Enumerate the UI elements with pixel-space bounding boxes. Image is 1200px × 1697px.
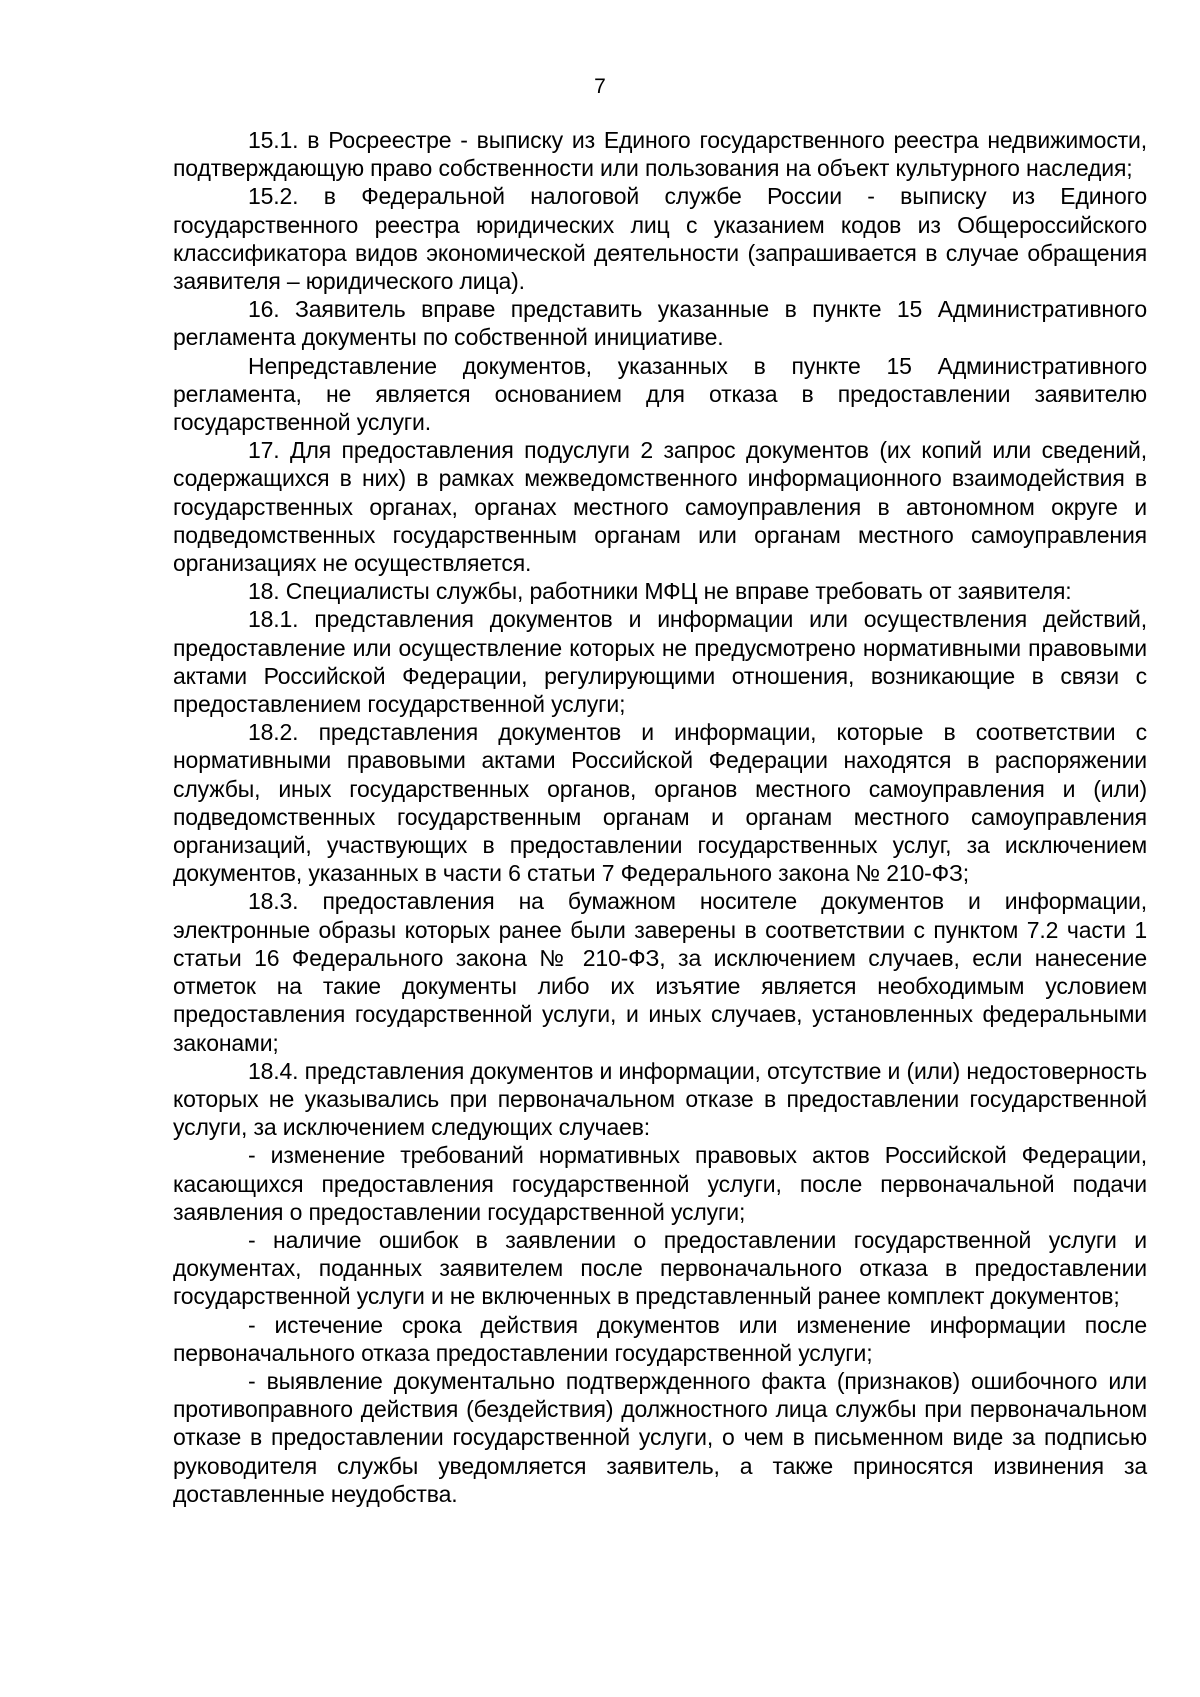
document-body [173, 126, 1147, 1508]
list-item-requirements-change: - изменение требований нормативных правовых актов Российской Федерации, касающихся предоставления государственной услуги, после первоначальной подачи заявления о предоставлении государственной услуги; [173, 1142, 1147, 1225]
paragraph-18-3: 18.3. предоставления на бумажном носителе документов и информации, электронные образы которых ранее были заверены в соответствии с пунктом 7.2 части 1 статьи 16 Федерального закона № 210-ФЗ, за исключением случаев, если нанесение отметок на такие документы либо их изъятие является необходимым условием предоставления государственной услуги, и иных случаев, установленных федеральными законами; [173, 888, 1147, 1056]
paragraph-17: 17. Для предоставления подуслуги 2 запрос документов (их копий или сведений, содержащихся в них) в рамках межведомственного информационного взаимодействия в государственных органах, органах местного самоуправления в автономном округе и подведомственных государственным органам или органам местного самоуправления организациях не осуществляется. [173, 437, 1147, 577]
list-item-official-error: - выявление документально подтвержденного факта (признаков) ошибочного или противоправного действия (бездействия) должностного лица службы при первоначальном отказе в предоставлении государственной услуги, о чем в письменном виде за подписью руководителя службы уведомляется заявитель, а также приносятся извинения за доставленные неудобства. [173, 1367, 1147, 1507]
paragraph-16: 16. Заявитель вправе представить указанные в пункте 15 Административного регламента документы по собственной инициативе. [173, 296, 1147, 351]
paragraph-16-note: Непредставление документов, указанных в пункте 15 Административного регламента, не является основанием для отказа в предоставлении заявителю государственной услуги. [173, 352, 1147, 436]
paragraph-18: 18. Специалисты службы, работники МФЦ не вправе требовать от заявителя: [248, 578, 1072, 605]
paragraph-18-2: 18.2. представления документов и информации, которые в соответствии с нормативными правовыми актами Российской Федерации находятся в распоряжении службы, иных государственных органов, органов местного самоуправления и (или) подведомственных государственным органам и органам местного самоуправления организаций, участвующих в предоставлении государственных услуг, за исключением документов, указанных в части 6 статьи 7 Федерального закона № 210-ФЗ; [173, 719, 1147, 887]
list-item-errors-in-application: - наличие ошибок в заявлении о предоставлении государственной услуги и документах, поданных заявителем после первоначального отказа в предоставлении государственной услуги и не включенных в представленный ранее комплект документов; [173, 1226, 1147, 1310]
paragraph-15-1: 15.1. в Росреестре - выписку из Единого государственного реестра недвижимости, подтверждающую право собственности или пользования на объект культурного наследия; [173, 127, 1147, 182]
paragraph-18-4: 18.4. представления документов и информации, отсутствие и (или) недостоверность которых не указывались при первоначальном отказе в предоставлении государственной услуги, за исключением следующих случаев: [173, 1057, 1147, 1141]
paragraph-15-2: 15.2. в Федеральной налоговой службе России - выписку из Единого государственного реестра юридических лиц с указанием кодов из Общероссийского классификатора видов экономической деятельности (запрашивается в случае обращения заявителя – юридического лица). [173, 183, 1147, 295]
paragraph-18-1: 18.1. представления документов и информации или осуществления действий, предоставление или осуществление которых не предусмотрено нормативными правовыми актами Российской Федерации, регулирующими отношения, возникающие в связи с предоставлением государственной услуги; [173, 606, 1147, 718]
list-item-documents-expired: - истечение срока действия документов или изменение информации после первоначального отказа предоставлении государственной услуги; [173, 1311, 1147, 1366]
page-number: 7 [594, 75, 606, 98]
